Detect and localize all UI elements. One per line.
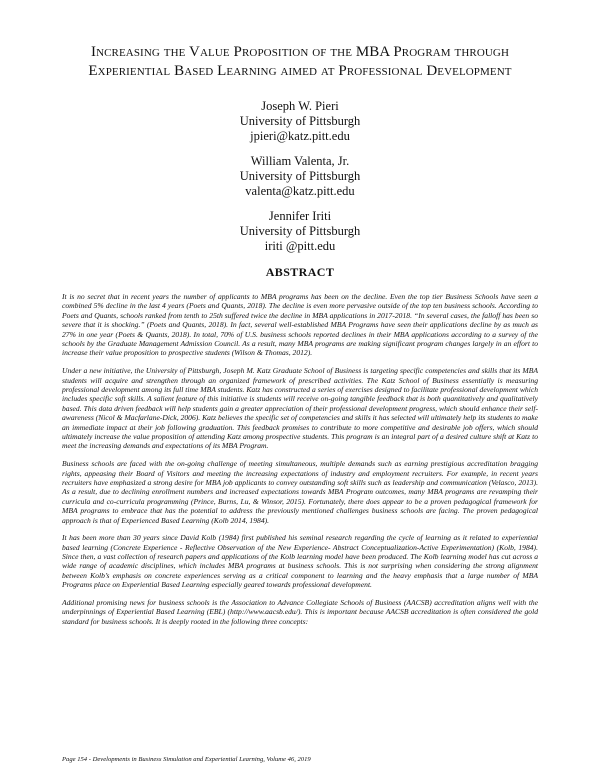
author-1 xyxy=(0,99,600,144)
title-line-2: Experiential Based Learning aimed at Professional Development xyxy=(88,63,512,79)
author-affiliation: University of Pittsburgh xyxy=(239,169,361,183)
abstract-heading: ABSTRACT xyxy=(265,265,335,279)
author-email: iriti @pitt.edu xyxy=(264,239,336,253)
author-email: jpieri@katz.pitt.edu xyxy=(250,129,350,143)
abstract-paragraph-1: It is no secret that in recent years the number of applicants to MBA programs has been on the decline. Even the top tier Business Schools have seen a combined 5% decline in the last 4 years (Poets and Quants, 2018). The decline is even more pervasive outside of the top ten business schools. According to Poets and Quants, schools ranked from tenth to 25th suffered twice the decline in MBA applications in 2017-2018. “In several cases, the falloff has been so severe that it is shocking.” (Poets and Quants, 2018). In fact, several well-established MBA Programs have seen their applications decline by as much as 27% in one year (Poets & Quants, 2018). In total, 70% of U.S. business schools reported declines in their MBA applications according to a survey of the schools by the Graduate Management Admission Council. As a result, many MBA programs are making significant program changes largely in an effort to increase their value proposition to prospective students (Wilson & Thomas, 2012). xyxy=(62,292,538,358)
abstract-paragraph-2: Under a new initiative, the University of Pittsburgh, Joseph M. Katz Graduate School of Business is targeting specific competencies and skills that its MBA students will acquire and strengthen through an organized framework of prescribed activities. The Katz School of Business essentially is measuring professional development among its full time MBA students. Katz has constructed a series of exercises designed to facilitate professional development which includes specific soft skills. A salient feature of this initiative is students will receive on-going tangible feedback that is both quantitatively and qualitatively based. This data driven feedback will help students gain a greater appreciation of their professional development progress, which should enhance their self-awareness (Nicol & Macfarlane-Dick, 2006). Katz believes the specific set of competencies and skills it has selected will ultimately help its students to make an immediate impact at their job following graduation. This feedback promises to contribute to more competitive and desirable job offers, which should ultimately increase the value proposition of attending Katz among prospective students. This program is an integral part of a desired culture shift at Katz to meet the increasing demands and expectations of its MBA Program. xyxy=(62,366,538,451)
author-name: Joseph W. Pieri xyxy=(261,99,339,113)
author-3 xyxy=(0,209,600,254)
abstract-paragraph-3: Business schools are faced with the on-going challenge of meeting simultaneous, multiple demands such as earning prestigious accreditation bragging rights, appeasing their Board of Visitors and meeting the increasing expectations of industry and employment recruiters. For example, in recent years recruiters have emphasized a strong desire for MBA job applicants to convey outstanding soft skills such as leadership and communication (Velasco, 2013). As a result, due to declining enrollment numbers and increased expectations towards MBA Program outcomes, many MBA programs are revamping their curricula and co-curricula programming (Prince, Burns, Lu, & Winsor, 2015). Fortunately, there does appear to be a proven pedagogical framework for MBA programs to embrace that has the potential to address the previously mentioned challenges business schools are facing. The proven pedagogical approach is that of Experienced Based Learning (Kolb 2014, 1984). xyxy=(62,459,538,525)
author-affiliation: University of Pittsburgh xyxy=(239,224,361,238)
author-2 xyxy=(0,154,600,199)
author-affiliation: University of Pittsburgh xyxy=(239,114,361,128)
author-email: valenta@katz.pitt.edu xyxy=(245,184,355,198)
abstract-paragraph-4: It has been more than 30 years since David Kolb (1984) first published his seminal research regarding the cycle of learning as it related to experiential based learning (Concrete Experience - Reflective Observation of the New Experience- Abstract Conceptualization-Active Experimentation) (Kolb, 1984). Since then, a vast collection of research papers and applications of the Kolb learning model have been produced. The Kolb learning model has cut across a wide range of academic disciplines, which includes MBA programs at business schools. This is not surprising when considering the strong alignment between Kolb’s emphasis on concrete experiences serving as a critical component to learning and the heavy emphasis that a large number of MBA Programs place on Experiential Based Learning especially geared towards professional development. xyxy=(62,533,538,590)
author-block xyxy=(0,99,600,264)
abstract-body xyxy=(62,292,538,634)
paper-title xyxy=(30,43,570,81)
author-name: William Valenta, Jr. xyxy=(250,154,350,168)
page-footer: Page 154 - Developments in Business Simulation and Experiential Learning, Volume 46, 2019 xyxy=(62,756,311,763)
author-name: Jennifer Iriti xyxy=(268,209,332,223)
abstract-paragraph-5: Additional promising news for business schools is the Association to Advance Collegiate Schools of Business (AACSB) accreditation aligns well with the underpinnings of Experiential Based Learning (EBL) (http://www.aacsb.edu/). This is important because AACSB accreditation is often considered the gold standard for business schools. It is deeply rooted in the following three concepts: xyxy=(62,597,538,626)
title-line-1: Increasing the Value Proposition of the MBA Program through xyxy=(90,44,510,60)
